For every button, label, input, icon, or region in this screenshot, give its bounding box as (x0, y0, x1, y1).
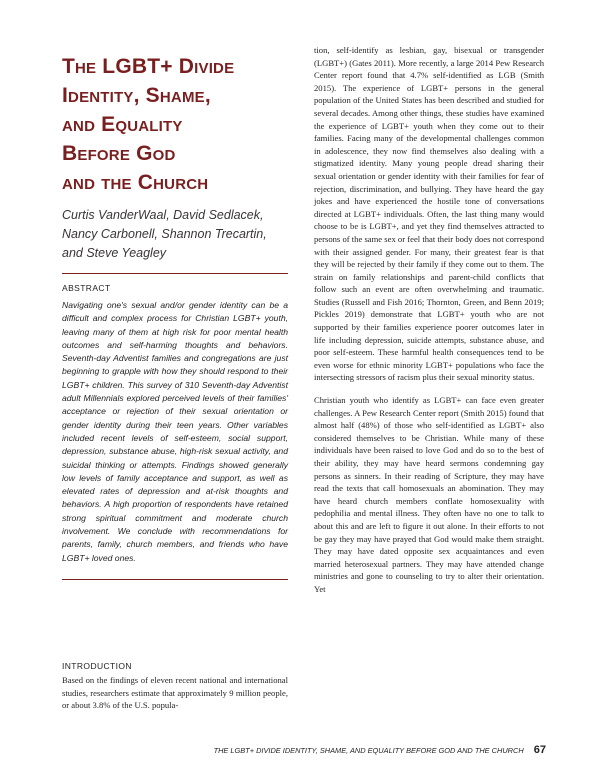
page-number: 67 (533, 744, 546, 756)
author-line: Nancy Carbonell, Shannon Trecartin, (62, 227, 267, 241)
author-list (62, 206, 288, 263)
author-line: and Steve Yeagley (62, 246, 167, 260)
running-title: THE LGBT+ DIVIDE IDENTITY, SHAME, AND EQUALITY BEFORE GOD AND THE CHURCH (213, 746, 524, 755)
title-line: and the Church (62, 171, 209, 194)
article-title (62, 52, 288, 197)
title-line: and Equality (62, 113, 183, 136)
introduction-heading: INTRODUCTION (62, 661, 132, 671)
abstract-divider (62, 273, 288, 274)
page-footer (140, 744, 546, 756)
abstract-text: Navigating one's sexual and/or gender identity can be a difficult and complex process for Christian LGBT+ youth, leaving many of them at high risk for poor mental health outcomes and self-harming thoughts and behaviors. Seventh-day Adventist families and congregations are just beginning to grapple with how they should respond to their LGBT+ children. This survey of 310 Seventh-day Adventist adult Millennials explored perceived levels of their families' acceptance or rejection of their sexual orientation or gender identity during their teen years. Other variables included recent levels of self-esteem, social support, depression, substance abuse, high-risk sexual activity, and suicidal thinking or attempts. Findings showed generally low levels of family acceptance and support, as well as elevated rates of depression and at-risk thoughts and behaviors. A high proportion of respondents have retained strong spiritual commitment and moderate church involvement. We conclude with recommendations for parents, family, church members, and friends who have LGBT+ loved ones. (62, 300, 288, 563)
abstract-heading: ABSTRACT (62, 283, 111, 293)
author-line: Curtis VanderWaal, David Sedlacek, (62, 208, 264, 222)
title-line: The LGBT+ Divide (62, 55, 235, 78)
abstract-bottom-divider (62, 579, 288, 580)
introduction-section (62, 652, 288, 712)
right-column (314, 44, 544, 606)
body-paragraph: Christian youth who identify as LGBT+ can face even greater challenges. A Pew Research Center report (Smith 2015) found that almost half (48%) of those who self-identified as LGBT+ also considered themselves to be Christian. While many of these individuals have been raised to love God and do so to the best of their ability, they may have heard sermons condemning gay persons as sinners. In their reading of Scripture, they may have read the texts that call homosexuals an abomination. They may have heard church members conflate homosexuality with pedophilia and mental illness. They often have no one to talk to about this and are left to figure it out alone. In their efforts to not be gay they may have prayed that God would make them straight. They may have dated opposite sex acquaintances and even married heterosexual partners. They may have attended change ministries and gone to counseling to try to alter their orientation. Yet (314, 395, 544, 594)
introduction-paragraph: Based on the findings of eleven recent national and international studies, researchers estimate that approximately 9 million people, or about 3.8% of the U.S. popula- (62, 675, 288, 711)
title-line: Identity, Shame, (62, 84, 211, 107)
title-block (62, 52, 288, 263)
body-paragraph: tion, self-identify as lesbian, gay, bisexual or transgender (LGBT+) (Gates 2011). More recently, a large 2014 Pew Research Center report found that 4.7% self-identified as LGB (Smith 2015). The experience of LGBT+ persons in the general population of the United States has been described and studied for several decades. Among other things, these studies have examined the experience of LGBT+ youth when they come out to their families. Facing many of the developmental challenges common in adolescence, they now find themselves also dealing with a stigmatized identity. Many young people dread sharing their sexual orientation or gender identity with their families for fear of rejection, discrimination, and bullying. They have heard the gay jokes and have experienced the hostile tone of conversations directed at LGBT+ individuals. Often, the last thing many would choose to be is LGBT+, and yet they find themselves attracted to persons of the same sex or feel that their body does not correspond with their assigned gender. For many, their greatest fear is that they will be rejected by their family if they come out to them. The strain on family relationships and parent-child conflicts that follow such an event are often overwhelming and traumatic. Studies (Russell and Fish 2016; Thornton, Green, and Benn 2019; Pickles 2019) demonstrate that LGBT+ youth who are not supported by their families experience poorer outcomes later in life including depression, suicide attempts, substance abuse, and poor self-esteem. These harmful health consequences tend to be even worse for ethnic minority LGBT+ populations who face the intersecting stressors of racism plus their sexual minority status. (314, 45, 544, 383)
abstract-section (62, 273, 288, 580)
title-line: Before God (62, 142, 176, 165)
